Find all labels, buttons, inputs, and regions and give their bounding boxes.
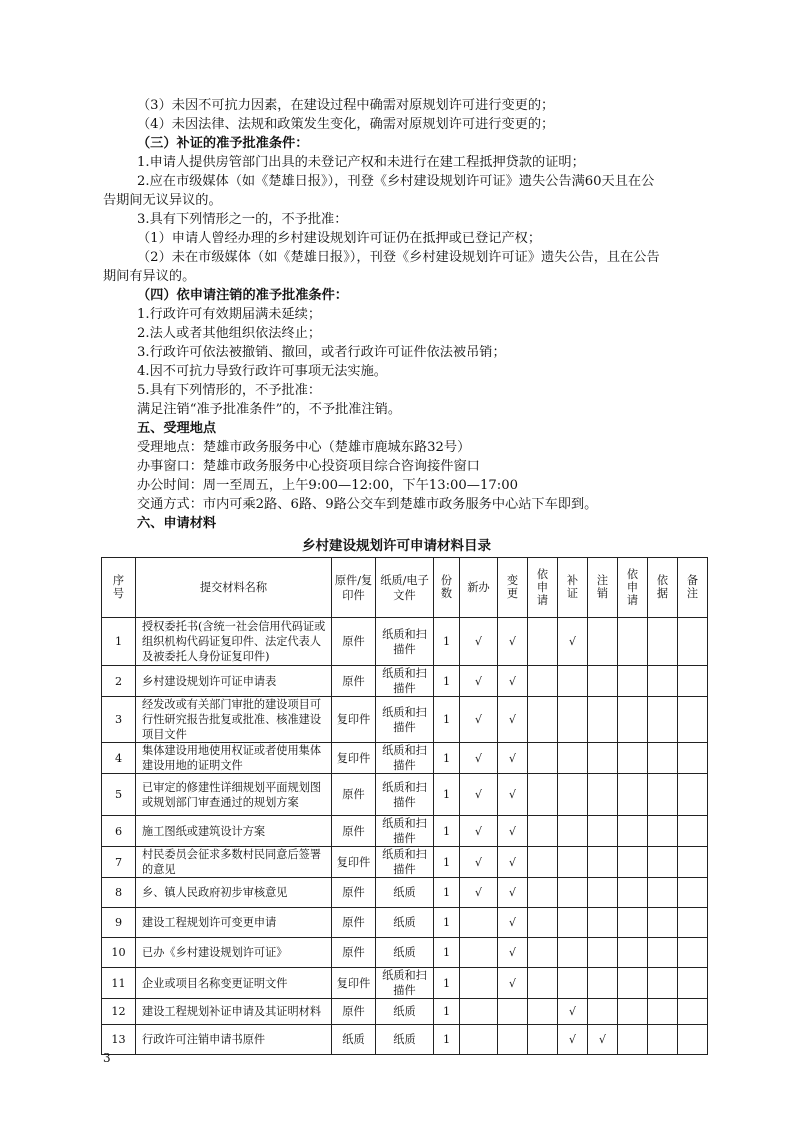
table-cell-count: 1 [434,968,460,999]
table-cell-new: √ [460,847,498,878]
table-cell-reissue [558,774,588,816]
table-cell-change: √ [498,816,528,847]
text-line: 办公时间：周一至周五，上午9:00—12:00，下午13:00—17:00 [137,478,519,493]
text-line: （4）未因法律、法规和政策发生变化，确需对原规划许可进行变更的； [137,117,555,132]
table-cell-change: √ [498,847,528,878]
table-cell-new [460,938,498,968]
table-cell-apply [528,743,558,774]
table-cell-change: √ [498,666,528,697]
table-cell-apply2 [618,847,648,878]
table-cell-basis [648,968,678,999]
table-cell-note [678,666,708,697]
table-cell-name: 村民委员会征求多数村民同意后签署的意见 [136,847,332,878]
table-cell-apply2 [618,999,648,1025]
table-cell-reissue [558,666,588,697]
text-line: 1.行政许可有效期届满未延续； [137,307,322,322]
table-cell-count: 1 [434,878,460,908]
table-cell-note [678,847,708,878]
text-line: 4.因不可抗力导致行政许可事项无法实施。 [137,364,387,379]
table-cell-apply2 [618,908,648,938]
text-line: （2）未在市级媒体（如《楚雄日报》），刊登《乡村建设规划许可证》遗失公告，且在公告 [137,250,660,265]
table-cell-new: √ [460,774,498,816]
table-cell-cancel [588,938,618,968]
table-row [102,666,708,697]
table-cell-name: 已办《乡村建设规划许可证》 [136,938,332,968]
header-cell: 备注 [678,558,708,618]
table-cell-name: 经发改或有关部门审批的建设项目可行性研究报告批复或批准、核准建设项目文件 [136,697,332,743]
table-cell-no: 11 [102,968,136,999]
table-cell-orig: 复印件 [332,847,376,878]
table-cell-form: 纸质和扫描件 [376,743,434,774]
table-cell-change [498,1025,528,1055]
table-cell-count: 1 [434,697,460,743]
table-cell-new: √ [460,743,498,774]
text-line: 受理地点：楚雄市政务服务中心（楚雄市鹿城东路32号） [137,440,471,455]
text-line: 交通方式：市内可乘2路、6路、9路公交车到楚雄市政务服务中心站下车即到。 [137,497,598,512]
table-cell-new [460,999,498,1025]
table-cell-form: 纸质 [376,938,434,968]
header-cell: 序号 [102,558,136,618]
table-cell-orig: 原件 [332,878,376,908]
table-cell-cancel [588,847,618,878]
table-row [102,774,708,816]
table-cell-basis [648,618,678,666]
header-cell: 补证 [558,558,588,618]
table-cell-no: 2 [102,666,136,697]
table-cell-change: √ [498,908,528,938]
table-cell-note [678,774,708,816]
table-cell-form: 纸质和扫描件 [376,774,434,816]
table-cell-cancel: √ [588,1025,618,1055]
table-cell-count: 1 [434,1025,460,1055]
table-cell-basis [648,908,678,938]
section-heading: （四）依申请注销的准予批准条件： [137,288,348,303]
table-cell-cancel [588,999,618,1025]
table-cell-change [498,999,528,1025]
text-line: 3.行政许可依法被撤销、撤回，或者行政许可证件依法被吊销； [137,345,506,360]
table-cell-change: √ [498,697,528,743]
table-cell-apply [528,618,558,666]
table-cell-apply2 [618,816,648,847]
header-cell: 新办 [460,558,498,618]
table-cell-note [678,743,708,774]
header-cell: 原件/复印件 [332,558,376,618]
table-cell-count: 1 [434,618,460,666]
table-cell-cancel [588,743,618,774]
table-cell-count: 1 [434,666,460,697]
table-cell-change: √ [498,968,528,999]
table-cell-cancel [588,666,618,697]
table-cell-apply2 [618,774,648,816]
table-cell-cancel [588,774,618,816]
table-cell-orig: 原件 [332,618,376,666]
table-cell-orig: 复印件 [332,743,376,774]
text-line: （1）申请人曾经办理的乡村建设规划许可证仍在抵押或已登记产权； [137,231,542,246]
table-cell-count: 1 [434,847,460,878]
table-cell-cancel [588,618,618,666]
table-cell-reissue [558,743,588,774]
table-cell-name: 集体建设用地使用权证或者使用集体建设用地的证明文件 [136,743,332,774]
table-cell-name: 已审定的修建性详细规划平面规划图或规划部门审查通过的规划方案 [136,774,332,816]
table-cell-reissue [558,816,588,847]
table-cell-apply [528,1025,558,1055]
table-cell-basis [648,774,678,816]
table-cell-no: 13 [102,1025,136,1055]
table-cell-reissue: √ [558,618,588,666]
table-cell-basis [648,938,678,968]
header-cell: 注销 [588,558,618,618]
table-cell-note [678,908,708,938]
table-cell-count: 1 [434,999,460,1025]
table-cell-note [678,1025,708,1055]
table-cell-reissue [558,697,588,743]
table-cell-apply2 [618,618,648,666]
table-cell-name: 乡、镇人民政府初步审核意见 [136,878,332,908]
table-cell-change: √ [498,618,528,666]
table-cell-change: √ [498,774,528,816]
table-cell-basis [648,847,678,878]
table-cell-count: 1 [434,774,460,816]
table-row [102,968,708,999]
header-cell: 提交材料名称 [136,558,332,618]
table-cell-basis [648,999,678,1025]
table-cell-name: 乡村建设规划许可证申请表 [136,666,332,697]
text-line: 告期间无议异议的。 [103,193,222,208]
table-cell-apply [528,774,558,816]
table-cell-no: 5 [102,774,136,816]
table-cell-apply [528,816,558,847]
table-cell-no: 12 [102,999,136,1025]
table-cell-reissue: √ [558,1025,588,1055]
table-cell-count: 1 [434,743,460,774]
header-cell: 依申请 [618,558,648,618]
table-cell-orig: 原件 [332,816,376,847]
table-cell-note [678,968,708,999]
table-cell-basis [648,666,678,697]
table-row [102,878,708,908]
section-heading: 五、受理地点 [137,421,217,436]
table-cell-count: 1 [434,938,460,968]
table-cell-name: 建设工程规划补证申请及其证明材料 [136,999,332,1025]
table-cell-basis [648,743,678,774]
table-cell-apply [528,968,558,999]
table-cell-orig: 原件 [332,999,376,1025]
table-cell-apply [528,938,558,968]
table-cell-basis [648,878,678,908]
table-cell-form: 纸质和扫描件 [376,666,434,697]
table-cell-no: 4 [102,743,136,774]
table-cell-no: 3 [102,697,136,743]
table-cell-form: 纸质和扫描件 [376,816,434,847]
table-cell-new: √ [460,666,498,697]
table-cell-no: 9 [102,908,136,938]
table-cell-no: 6 [102,816,136,847]
table-cell-cancel [588,816,618,847]
table-cell-orig: 复印件 [332,968,376,999]
table-row [102,847,708,878]
table-header-row [102,558,708,618]
page-number: 3 [103,1051,111,1065]
table-cell-reissue [558,847,588,878]
table-row [102,618,708,666]
table-cell-count: 1 [434,908,460,938]
table-row [102,938,708,968]
text-line: 2.应在市级媒体（如《楚雄日报》），刊登《乡村建设规划许可证》遗失公告满60天且在公 [137,174,655,189]
text-line: （3）未因不可抗力因素，在建设过程中确需对原规划许可进行变更的； [137,98,555,113]
table-cell-orig: 复印件 [332,697,376,743]
table-cell-reissue [558,878,588,908]
text-line: 2.法人或者其他组织依法终止； [137,326,322,341]
table-cell-orig: 原件 [332,908,376,938]
text-line: 期间有异议的。 [103,269,196,284]
table-cell-basis [648,816,678,847]
table-cell-cancel [588,968,618,999]
table-cell-name: 建设工程规划许可变更申请 [136,908,332,938]
table-cell-apply [528,666,558,697]
table-cell-form: 纸质 [376,908,434,938]
table-cell-note [678,938,708,968]
table-cell-cancel [588,878,618,908]
table-cell-basis [648,1025,678,1055]
table-row [102,816,708,847]
header-cell: 份数 [434,558,460,618]
table-cell-change: √ [498,938,528,968]
table-cell-new: √ [460,816,498,847]
table-cell-change: √ [498,878,528,908]
table-cell-apply [528,999,558,1025]
table-cell-new: √ [460,618,498,666]
table-cell-orig: 原件 [332,774,376,816]
table-cell-no: 8 [102,878,136,908]
table-cell-note [678,618,708,666]
table-cell-form: 纸质 [376,999,434,1025]
table-cell-no: 1 [102,618,136,666]
table-cell-reissue [558,968,588,999]
table-cell-note [678,878,708,908]
text-line: 1.申请人提供房管部门出具的未登记产权和未进行在建工程抵押贷款的证明； [137,155,585,170]
table-cell-orig: 纸质 [332,1025,376,1055]
table-cell-change: √ [498,743,528,774]
text-line: 满足注销“准予批准条件”的，不予批准注销。 [137,402,402,417]
table-cell-apply2 [618,666,648,697]
table-cell-reissue [558,908,588,938]
table-cell-new: √ [460,697,498,743]
table-cell-apply2 [618,878,648,908]
table-cell-note [678,816,708,847]
header-cell: 变更 [498,558,528,618]
table-cell-cancel [588,908,618,938]
table-cell-basis [648,697,678,743]
table-cell-name: 企业或项目名称变更证明文件 [136,968,332,999]
table-cell-new [460,908,498,938]
table-cell-note [678,697,708,743]
table-cell-orig: 原件 [332,938,376,968]
header-cell: 依据 [648,558,678,618]
table-row [102,1025,708,1055]
table-cell-apply [528,908,558,938]
table-cell-apply [528,697,558,743]
table-cell-form: 纸质和扫描件 [376,847,434,878]
table-cell-apply2 [618,1025,648,1055]
table-row [102,908,708,938]
header-cell: 依申请 [528,558,558,618]
table-cell-no: 10 [102,938,136,968]
table-title: 乡村建设规划许可申请材料目录 [302,538,491,554]
table-cell-apply2 [618,968,648,999]
table-cell-form: 纸质和扫描件 [376,618,434,666]
table-cell-apply2 [618,697,648,743]
table-cell-form: 纸质和扫描件 [376,697,434,743]
table-cell-apply [528,847,558,878]
table-cell-orig: 原件 [332,666,376,697]
header-cell: 纸质/电子文件 [376,558,434,618]
section-heading: 六、申请材料 [137,516,217,531]
table-cell-apply [528,878,558,908]
table-cell-count: 1 [434,816,460,847]
table-row [102,999,708,1025]
table-cell-form: 纸质和扫描件 [376,968,434,999]
text-line: 3.具有下列情形之一的，不予批准： [137,212,348,227]
table-cell-reissue: √ [558,999,588,1025]
text-line: 办事窗口：楚雄市政务服务中心投资项目综合咨询接件窗口 [137,459,480,474]
table-cell-no: 7 [102,847,136,878]
text-line: 5.具有下列情形的，不予批准： [137,383,322,398]
table-cell-reissue [558,938,588,968]
table-cell-cancel [588,697,618,743]
table-cell-form: 纸质 [376,1025,434,1055]
table-cell-new [460,1025,498,1055]
table-cell-name: 行政许可注销申请书原件 [136,1025,332,1055]
table-cell-name: 授权委托书(含统一社会信用代码证或组织机构代码证复印件、法定代表人及被委托人身份证复印件) [136,618,332,666]
table-cell-new: √ [460,878,498,908]
table-row [102,743,708,774]
table-cell-note [678,999,708,1025]
table-cell-form: 纸质 [376,878,434,908]
table-cell-new [460,968,498,999]
section-heading: （三）补证的准予批准条件： [137,136,309,151]
table-cell-apply2 [618,743,648,774]
table-row [102,697,708,743]
table-cell-name: 施工图纸或建筑设计方案 [136,816,332,847]
table-cell-apply2 [618,938,648,968]
materials-table [101,557,708,1055]
